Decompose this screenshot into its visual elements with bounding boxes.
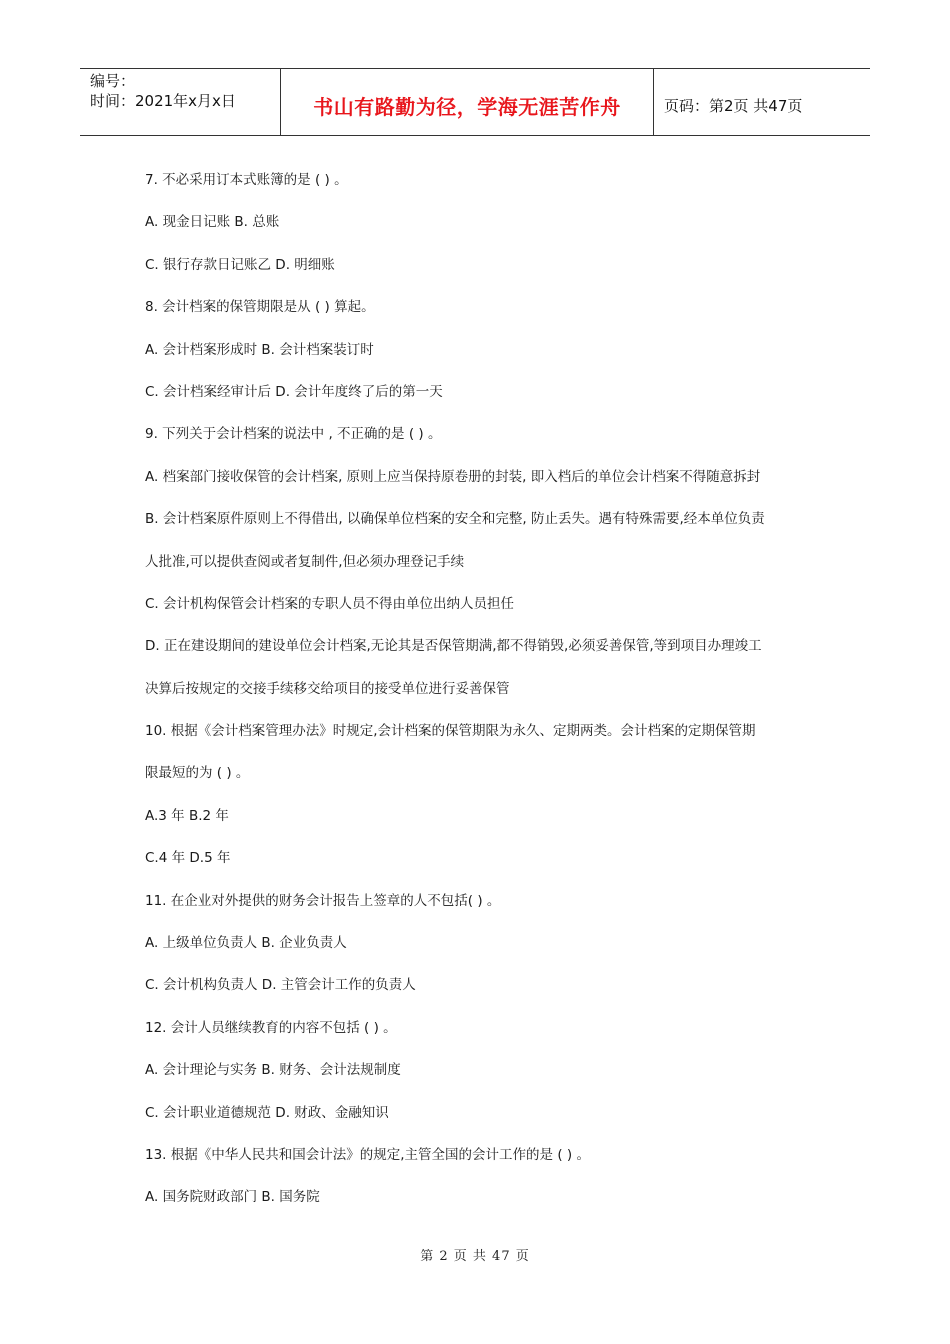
text-line: 10. 根据《会计档案管理办法》时规定,会计档案的保管期限为永久、定期两类。会计档案的定期保管期: [145, 723, 756, 740]
text-line: B. 会计档案原件原则上不得借出, 以确保单位档案的安全和完整, 防止丢失。遇有特殊需要,经本单位负责: [145, 511, 765, 528]
page-info-text: 页码：第2页 共47页: [664, 96, 803, 115]
text-line: A. 国务院财政部门 B. 国务院: [145, 1189, 320, 1206]
text-line: A. 上级单位负责人 B. 企业负责人: [145, 935, 347, 952]
text-line: C. 会计职业道德规范 D. 财政、金融知识: [145, 1104, 389, 1121]
text-line: 11. 在企业对外提供的财务会计报告上签章的人不包括( ) 。: [145, 892, 501, 909]
text-line: C. 会计机构保管会计档案的专职人员不得由单位出纳人员担任: [145, 595, 515, 612]
text-line: 决算后按规定的交接手续移交给项目的接受单位进行妥善保管: [145, 680, 510, 697]
header-meta: [80, 69, 281, 135]
page-header: [80, 68, 870, 136]
text-line: C. 会计档案经审计后 D. 会计年度终了后的第一天: [145, 383, 443, 400]
header-page-info: [654, 69, 870, 135]
text-line: 限最短的为 ( ) 。: [145, 765, 250, 782]
text-line: C. 银行存款日记账乙 D. 明细账: [145, 256, 335, 273]
text-line: D. 正在建设期间的建设单位会计档案,无论其是否保管期满,都不得销毁,必须妥善保管,等到项目办理竣工: [145, 638, 762, 655]
text-line: A.3 年 B.2 年: [145, 807, 229, 824]
page-footer: [0, 1245, 950, 1264]
footer-page-number: 第 2 页 共 47 页: [420, 1249, 530, 1264]
text-line: 人批准,可以提供查阅或者复制件,但必须办理登记手续: [145, 553, 465, 570]
date-label: 时间：2021年x月x日: [90, 92, 236, 110]
text-line: 12. 会计人员继续教育的内容不包括 ( ) 。: [145, 1019, 397, 1036]
motto-text: 书山有路勤为径，学海无涯苦作舟: [313, 94, 621, 119]
text-line: 9. 下列关于会计档案的说法中 , 不正确的是 ( ) 。: [145, 426, 442, 443]
text-line: A. 会计档案形成时 B. 会计档案装订时: [145, 341, 374, 358]
text-line: C. 会计机构负责人 D. 主管会计工作的负责人: [145, 977, 416, 994]
text-line: 8. 会计档案的保管期限是从 ( ) 算起。: [145, 299, 375, 316]
document-body: [145, 159, 810, 1219]
text-line: A. 现金日记账 B. 总账: [145, 214, 280, 231]
header-motto-cell: [281, 69, 654, 135]
text-line: 13. 根据《中华人民共和国会计法》的规定,主管全国的会计工作的是 ( ) 。: [145, 1146, 590, 1163]
number-label: 编号：: [90, 72, 136, 90]
text-line: A. 会计理论与实务 B. 财务、会计法规制度: [145, 1062, 401, 1079]
text-line: C.4 年 D.5 年: [145, 850, 231, 867]
text-line: 7. 不必采用订本式账簿的是 ( ) 。: [145, 172, 348, 188]
text-line: A. 档案部门接收保管的会计档案, 原则上应当保持原卷册的封装, 即入档后的单位会计档案不得随意拆封: [145, 468, 761, 485]
